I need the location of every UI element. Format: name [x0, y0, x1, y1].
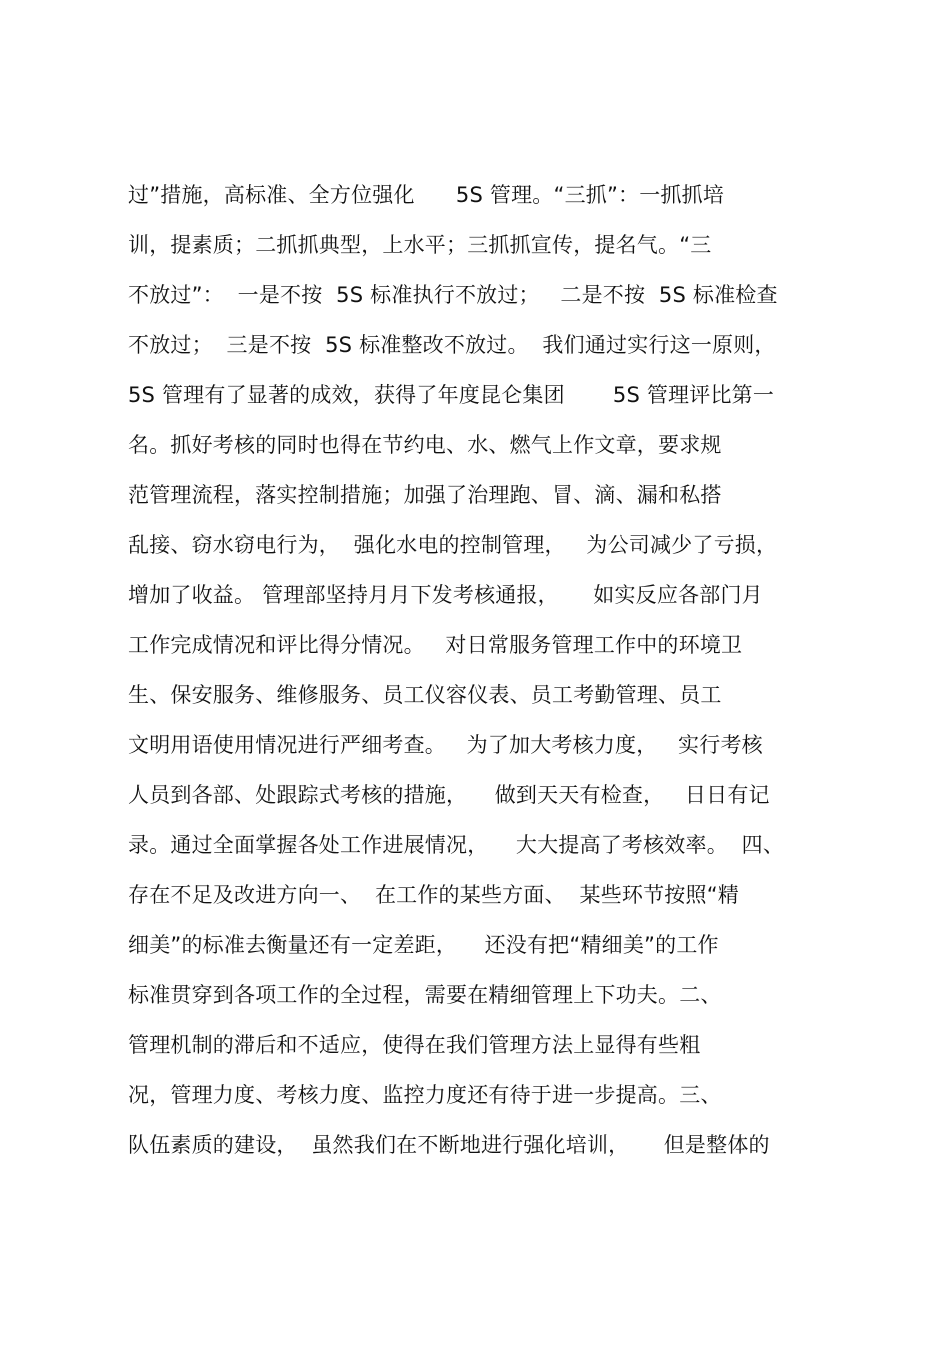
body-text [128, 173, 828, 1173]
text-line: 工作完成情况和评比得分情况。 对日常服务管理工作中的环境卫 [128, 633, 743, 657]
text-line: 增加了收益。 管理部坚持月月下发考核通报， 如实反应各部门月 [128, 583, 763, 607]
text-line: 5S 管理有了显著的成效，获得了年度昆仑集团 5S 管理评比第一 [128, 383, 775, 407]
text-line: 范管理流程，落实控制措施；加强了治理跑、冒、滴、漏和私搭 [128, 483, 722, 507]
text-line: 队伍素质的建设， 虽然我们在不断地进行强化培训， 但是整体的 [128, 1133, 770, 1157]
text-line: 生、保安服务、维修服务、员工仪容仪表、员工考勤管理、员工 [128, 683, 722, 707]
text-line: 标准贯穿到各项工作的全过程，需要在精细管理上下功夫。二、 [128, 983, 722, 1007]
text-line: 乱接、窃水窃电行为， 强化水电的控制管理， 为公司减少了亏损， [128, 533, 778, 557]
text-line: 录。通过全面掌握各处工作进展情况， 大大提高了考核效率。 四、 [128, 833, 785, 857]
text-line: 过”措施，高标准、全方位强化 5S 管理。“三抓”：一抓抓培 [128, 183, 725, 207]
text-line: 文明用语使用情况进行严细考查。 为了加大考核力度， 实行考核 [128, 733, 763, 757]
text-line: 名。抓好考核的同时也得在节约电、水、燃气上作文章，要求规 [128, 433, 722, 457]
text-line: 况，管理力度、考核力度、监控力度还有待于进一步提高。三、 [128, 1083, 722, 1107]
text-line: 不放过； 三是不按 5S 标准整改不放过。 我们通过实行这一原则， [128, 333, 776, 357]
text-line: 不放过”： 一是不按 5S 标准执行不放过； 二是不按 5S 标准检查 [128, 283, 778, 307]
text-line: 细美”的标准去衡量还有一定差距， 还没有把“精细美”的工作 [128, 933, 719, 957]
text-line: 人员到各部、处跟踪式考核的措施， 做到天天有检查， 日日有记 [128, 783, 770, 807]
text-line: 训，提素质；二抓抓典型，上水平；三抓抓宣传，提名气。“三 [128, 233, 712, 257]
text-line: 管理机制的滞后和不适应，使得在我们管理方法上显得有些粗 [128, 1033, 701, 1057]
text-line: 存在不足及改进方向一、 在工作的某些方面、 某些环节按照“精 [128, 883, 739, 907]
